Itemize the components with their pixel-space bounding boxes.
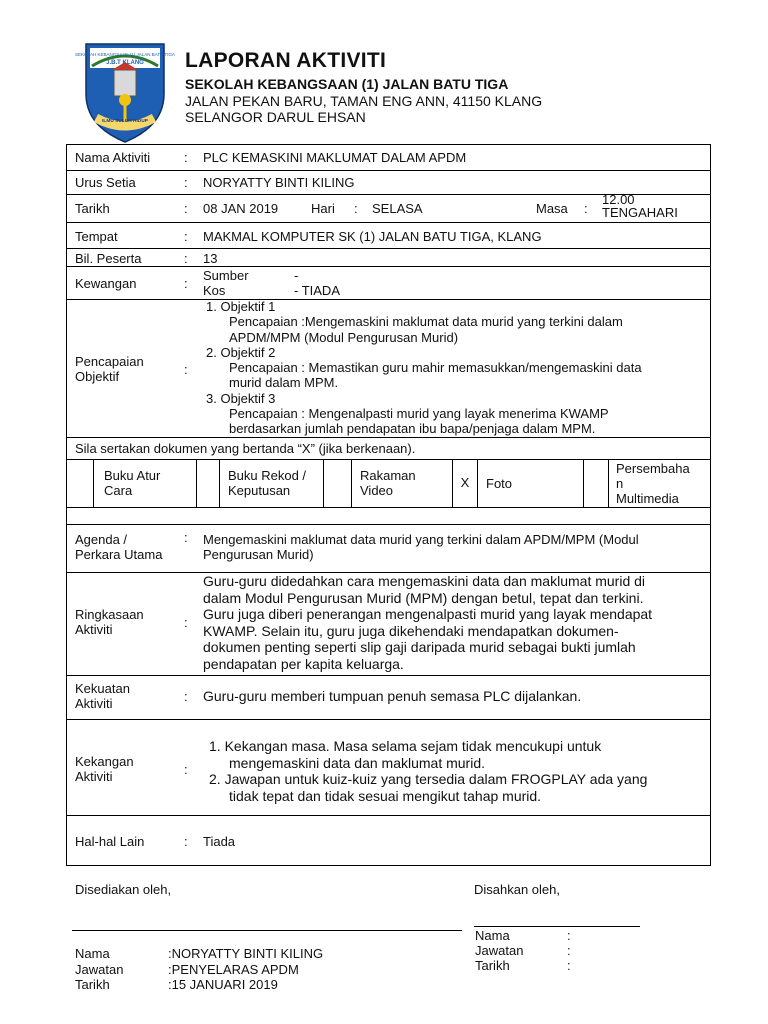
- prepared-nama-value: :NORYATTY BINTI KILING: [168, 946, 324, 961]
- hal-lain-label: Hal-hal Lain: [75, 834, 145, 849]
- hari-value: SELASA: [372, 201, 423, 216]
- sumber-value: -: [294, 268, 299, 283]
- list-item: murid dalam MPM.: [229, 375, 339, 391]
- list-item: berdasarkan jumlah pendapatan ibu bapa/penjaga dalam MPM.: [229, 421, 596, 437]
- list-item: tidak tepat dan tidak sesuai mengikut tahap murid.: [229, 787, 542, 804]
- kekangan-list: [209, 738, 647, 804]
- disahkan-label: Disahkan oleh,: [474, 882, 560, 897]
- approved-jawatan-label: Jawatan: [475, 943, 524, 958]
- colon: :: [184, 175, 188, 190]
- multimedia-label: Persembaha n Multimedia: [616, 461, 690, 506]
- masa-value: 12.00 TENGAHARI: [602, 192, 678, 220]
- colon: :: [184, 530, 188, 545]
- colon: :: [184, 276, 188, 291]
- colon: :: [184, 689, 188, 704]
- list-item: 2. Jawapan untuk kuiz-kuiz yang tersedia dalam FROGPLAY ada yang: [209, 771, 648, 787]
- colon: :: [567, 958, 571, 973]
- colon: :: [184, 362, 188, 377]
- school-address-line-1: JALAN PEKAN BARU, TAMAN ENG ANN, 41150 KLANG: [185, 93, 543, 109]
- colon: :: [184, 201, 188, 216]
- crest-band-text: J.B.T KLANG: [106, 60, 144, 66]
- pencapaian-label: Pencapaian Objektif: [75, 354, 144, 384]
- list-item: 2. Objektif 2: [206, 344, 276, 360]
- list-item: Pencapaian : Mengenalpasti murid yang layak menerima KWAMP: [229, 406, 609, 422]
- report-title: LAPORAN AKTIVITI: [185, 49, 387, 72]
- school-name: SEKOLAH KEBANGSAAN (1) JALAN BATU TIGA: [185, 76, 509, 92]
- kos-value: - TIADA: [294, 283, 340, 298]
- tarikh-label: Tarikh: [75, 201, 110, 216]
- urus-setia-label: Urus Setia: [75, 175, 136, 190]
- colon: :: [184, 615, 188, 630]
- prepared-tarikh-label: Tarikh: [75, 977, 110, 992]
- masa-label: Masa: [536, 201, 568, 216]
- tempat-value: MAKMAL KOMPUTER SK (1) JALAN BATU TIGA, KLANG: [203, 229, 542, 244]
- school-crest-icon: [74, 34, 176, 144]
- checkbox-foto-marked[interactable]: X: [460, 475, 470, 490]
- rakaman-video-label: Rakaman Video: [360, 468, 416, 498]
- colon: :: [184, 229, 188, 244]
- list-item: 1. Kekangan masa. Masa selama sejam tidak mencukupi untuk: [209, 738, 602, 754]
- colon: :: [184, 150, 188, 165]
- checkbox-buku-atur-cara[interactable]: [67, 460, 93, 506]
- nama-aktiviti-value: PLC KEMASKINI MAKLUMAT DALAM APDM: [203, 150, 467, 165]
- foto-label: Foto: [486, 476, 513, 491]
- pencapaian-list: [206, 299, 642, 437]
- checkbox-multimedia[interactable]: [584, 460, 608, 506]
- list-item: 3. Objektif 3: [206, 390, 276, 406]
- buku-atur-cara-label: Buku Atur Cara: [104, 468, 161, 498]
- prepared-jawatan-label: Jawatan: [75, 962, 124, 977]
- kewangan-label: Kewangan: [75, 276, 137, 291]
- checkbox-buku-rekod[interactable]: [197, 460, 219, 506]
- approved-signature-line: [474, 926, 640, 927]
- checkbox-rakaman-video[interactable]: [324, 460, 351, 506]
- prepared-tarikh-value: :15 JANUARI 2019: [168, 977, 278, 992]
- buku-rekod-label: Buku Rekod / Keputusan: [228, 468, 307, 498]
- hari-label: Hari: [311, 201, 335, 216]
- prepared-jawatan-value: :PENYELARAS APDM: [168, 962, 299, 977]
- ringkasan-value: Guru-guru didedahkan cara mengemaskini data dan maklumat murid di dalam Modul Pengurusan Murid (MPM) dengan betul, tepat dan terkini. Guru juga diberi penerangan mengenalpasti murid yang layak mendapat KWAMP. Selain itu, guru juga dikehendaki mendapatkan dokumen- dokumen penting seperti slip gaji daripada murid sebagai bukti jumlah pendapatan per kapita keluarga.: [203, 573, 653, 672]
- colon: :: [567, 928, 571, 943]
- school-address-line-2: SELANGOR DARUL EHSAN: [185, 109, 366, 125]
- agenda-label: Agenda / Perkara Utama: [75, 532, 163, 562]
- tempat-label: Tempat: [75, 229, 118, 244]
- list-item: 1. Objektif 1: [206, 299, 276, 314]
- approved-tarikh-label: Tarikh: [475, 958, 510, 973]
- peserta-value: 13: [203, 251, 218, 266]
- kekuatan-label: Kekuatan Aktiviti: [75, 681, 130, 711]
- prepared-nama-label: Nama: [75, 946, 110, 961]
- colon: :: [354, 201, 358, 216]
- list-item: Pencapaian :Mengemaskini maklumat data murid yang terkini dalam: [229, 314, 623, 330]
- agenda-value: Mengemaskini maklumat data murid yang terkini dalam APDM/MPM (Modul Pengurusan Murid): [203, 532, 639, 562]
- list-item: mengemaskini data dan maklumat murid.: [229, 754, 486, 771]
- tarikh-value: 08 JAN 2019: [203, 201, 279, 216]
- kekangan-label: Kekangan Aktiviti: [75, 754, 134, 784]
- nama-aktiviti-label: Nama Aktiviti: [75, 150, 151, 165]
- colon: :: [567, 943, 571, 958]
- ringkasan-label: Ringkasaan Aktiviti: [75, 607, 144, 637]
- hal-lain-value: Tiada: [203, 834, 236, 849]
- colon: :: [584, 201, 588, 216]
- list-item: APDM/MPM (Modul Pengurusan Murid): [229, 329, 459, 345]
- dokumen-instruction: Sila sertakan dokumen yang bertanda “X” (jika berkenaan).: [75, 441, 416, 456]
- urus-setia-value: NORYATTY BINTI KILING: [203, 175, 355, 190]
- colon: :: [184, 251, 188, 266]
- disediakan-label: Disediakan oleh,: [75, 882, 172, 897]
- list-item: Pencapaian : Memastikan guru mahir memasukkan/mengemaskini data: [229, 360, 642, 376]
- crest-motto-text: ILMU SULUH HIDUP: [102, 119, 148, 124]
- crest-top-text: SEKOLAH KEBANGSAAN (1) JALAN BATU TIGA: [74, 52, 176, 57]
- peserta-label: Bil. Peserta: [75, 251, 142, 266]
- kekuatan-value: Guru-guru memberi tumpuan penuh semasa PLC dijalankan.: [203, 688, 582, 704]
- prepared-signature-line: [72, 930, 462, 931]
- approved-nama-label: Nama: [475, 928, 510, 943]
- kewangan-sumber-kos: Sumber Kos: [203, 268, 249, 298]
- colon: :: [184, 762, 188, 777]
- colon: :: [184, 834, 188, 849]
